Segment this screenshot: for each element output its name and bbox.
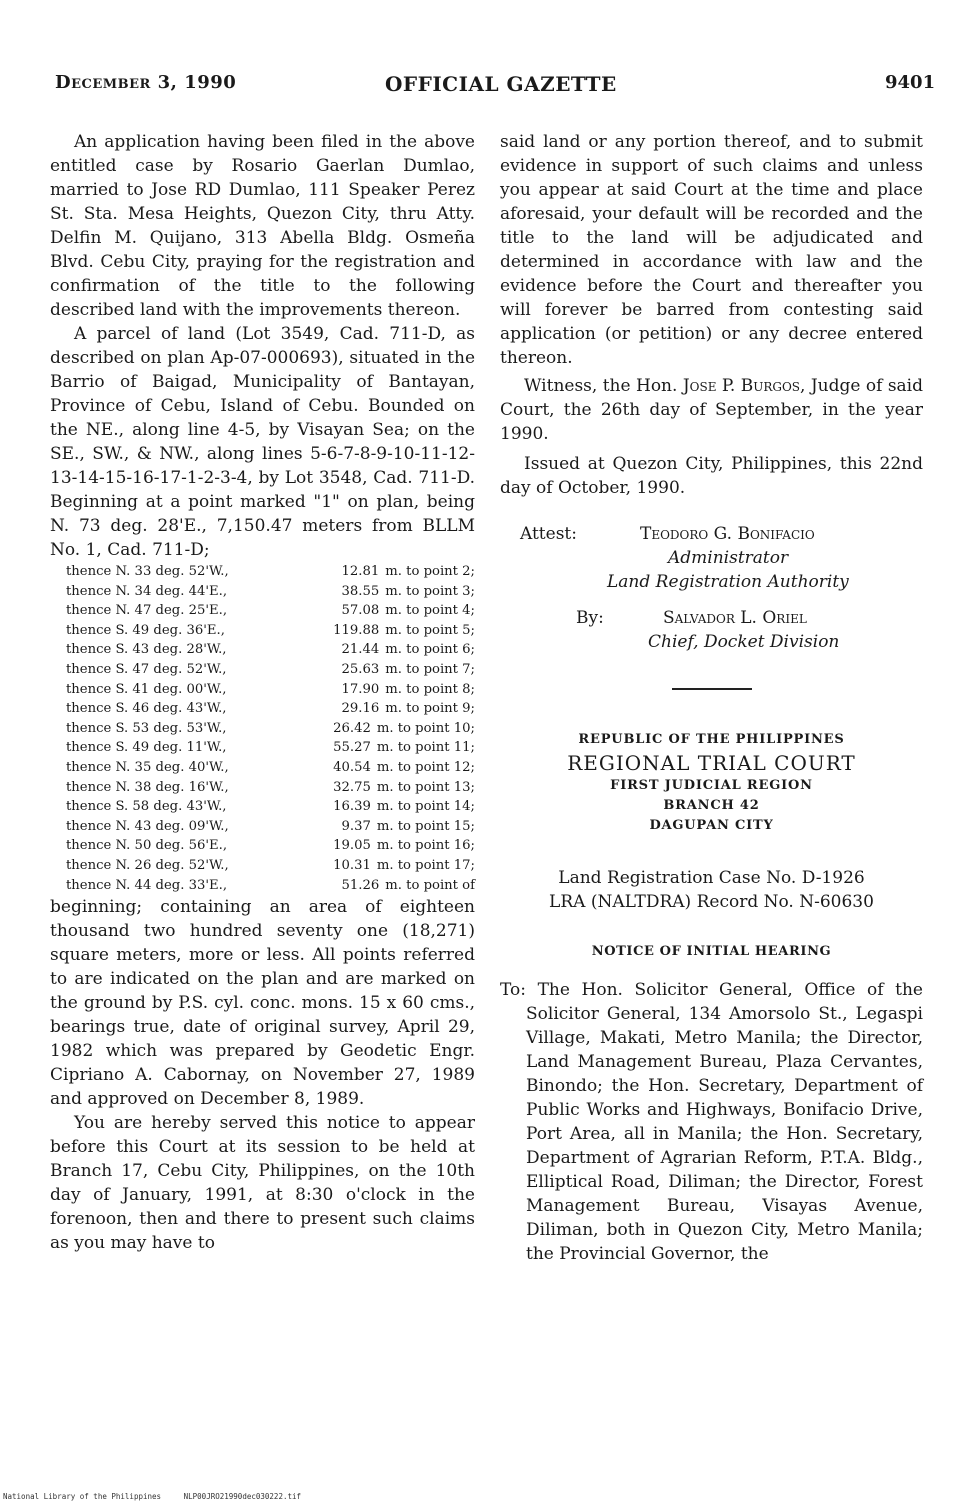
bearing-dist: 32.75	[333, 779, 371, 795]
notice-heading: NOTICE OF INITIAL HEARING	[591, 944, 832, 959]
footer-file: NLP00JRO21990dec030222.tif	[183, 1492, 302, 1501]
bearing-to: m. to point 11;	[376, 740, 475, 756]
bearing-dir: thence S. 47 deg. 52'W.,	[66, 661, 227, 677]
default-warning-paragraph: said land or any portion thereof, and to submit evidence in support of such claims and unless you appear at said Court at the time and place aforesaid, your default will be recorded and the title to the land will be adjudicated and determined in accordance with law and the evidence before the Court and thereafter you will forever be barred from contesting said application (or petition) or any decree entered thereon.	[500, 132, 923, 368]
scan-footer	[3, 1492, 301, 1501]
court-republic: REPUBLIC OF THE PHILIPPINES	[578, 732, 845, 747]
bearing-to: m. to point 3;	[385, 583, 475, 599]
bearing-row	[66, 817, 475, 837]
bearing-row	[66, 856, 475, 876]
court-name: REGIONAL TRIAL COURT	[567, 751, 856, 775]
bearing-row	[66, 836, 475, 856]
by-block	[500, 606, 923, 630]
bearing-dist: 10.31	[333, 857, 371, 873]
issued-paragraph: Issued at Quezon City, Philippines, this 22nd day of October, 1990.	[500, 454, 923, 498]
by-label: By:	[576, 608, 604, 628]
bearing-to: m. to point 14;	[376, 799, 475, 815]
issue-date: December 3, 1990	[55, 72, 237, 93]
bearing-dir: thence N. 38 deg. 16'W.,	[66, 779, 229, 795]
bearing-dist: 40.54	[333, 759, 371, 775]
bearing-dist: 29.16	[341, 701, 380, 717]
bearing-to: m. to point 15;	[376, 818, 475, 834]
bearing-to: m. to point 17;	[376, 857, 475, 873]
hearing-notice-paragraph: You are hereby served this notice to appear before this Court at its session to be held at Branch 17, Cebu City, Philippines, on the 10th day of January, 1991, at 8:30 o'clock in the forenoon, then and there to present such claims as you may have to	[50, 1113, 475, 1254]
bearing-dir: thence N. 44 deg. 33'E.,	[66, 877, 228, 893]
bearing-dir: thence S. 43 deg. 28'W.,	[66, 642, 227, 658]
application-paragraph: An application having been filed in the above entitled case by Rosario Gaerlan Dumlao, married to Jose RD Dumlao, 111 Speaker Perez St. Sta. Mesa Heights, Quezon City, thru Atty. Delfin M. Quijano, 313 Abella Bldg. Osmeña Blvd. Cebu City, praying for the registration and confirmation of the title to the following described land with the improvements thereon.	[50, 132, 475, 320]
court-heading	[500, 730, 923, 836]
bearing-dist: 51.26	[341, 877, 380, 893]
bearing-row	[66, 582, 475, 602]
bearing-dist: 57.08	[341, 603, 380, 619]
land-description-paragraph: A parcel of land (Lot 3549, Cad. 711-D, as described on plan Ap-07-000693), situated in the Barrio of Baigad, Municipality of Bantayan, Province of Cebu, Island of Cebu. Bounded on the NE., along line 4-5, by Visayan Sea; on the SE., SW., & NW., along lines 5-6-7-8-9-10-11-12-13-14-15-16-17-1-2-3-4, by Lot 3548, Cad. 711-D. Beginning at a point marked "1" on plan, being N. 73 deg. 28'E., 7,150.47 meters from BLLM No. 1, Cad. 711-D;	[50, 324, 475, 560]
bearing-dir: thence N. 34 deg. 44'E.,	[66, 583, 228, 599]
bearing-dir: thence N. 26 deg. 52'W.,	[66, 857, 229, 873]
bearing-row	[66, 680, 475, 700]
bearing-row	[66, 778, 475, 798]
bearing-dist: 119.88	[333, 622, 380, 638]
bearing-row	[66, 640, 475, 660]
court-branch: BRANCH 42	[663, 798, 760, 813]
bearing-dist: 38.55	[341, 583, 380, 599]
bearing-dir: thence S. 58 deg. 43'W.,	[66, 799, 227, 815]
bearing-row	[66, 738, 475, 758]
footer-source: National Library of the Philippines	[3, 1492, 162, 1501]
bearing-dist: 21.44	[341, 642, 380, 658]
bearing-to: m. to point 6;	[385, 642, 475, 658]
attest-block	[500, 522, 923, 546]
page-number: 9401	[885, 72, 936, 93]
bearing-row	[66, 699, 475, 719]
bearing-row	[66, 797, 475, 817]
area-paragraph: beginning; containing an area of eighteen thousand two hundred seventy one (18,271) square meters, more or less. All points referred to are indicated on the plan and are marked on the ground by P.S. cyl. conc. mons. 15 x 60 cms., bearings true, date of original survey, April 29, 1982 which was prepared by Geodetic Engr. Cipriano A. Cabornay, on November 27, 1989 and approved on December 8, 1989.	[50, 897, 475, 1110]
bearing-dist: 55.27	[333, 740, 371, 756]
bearing-dir: thence N. 50 deg. 56'E.,	[66, 838, 228, 854]
bearing-dist: 25.63	[341, 661, 380, 677]
bearing-dir: thence S. 46 deg. 43'W.,	[66, 701, 227, 717]
bearing-to: m. to point 13;	[376, 779, 475, 795]
bearing-dist: 12.81	[341, 564, 380, 579]
bearing-to: m. to point 10;	[376, 720, 475, 736]
bearing-row	[66, 876, 475, 896]
court-city: DAGUPAN CITY	[649, 818, 774, 833]
bearing-dir: thence S. 49 deg. 36'E.,	[66, 622, 225, 638]
bearing-row	[66, 758, 475, 778]
bearing-dist: 16.39	[333, 799, 371, 815]
bearing-to: m. to point 4;	[385, 603, 475, 619]
attest-label: Attest:	[520, 524, 577, 544]
bearing-to: m. to point 16;	[376, 838, 475, 854]
bearing-dir: thence S. 49 deg. 11'W.,	[66, 740, 227, 756]
bearing-dist: 9.37	[341, 818, 371, 834]
bearing-dir: thence S. 41 deg. 00'W.,	[66, 681, 227, 697]
by-title: Chief, Docket Division	[648, 632, 840, 652]
attest-signatory-name: Teodoro G. Bonifacio	[640, 524, 815, 544]
witness-post: , Judge of said Court, the 26th day of September, in the year 1990.	[500, 376, 924, 444]
bearing-dir: thence N. 47 deg. 25'E.,	[66, 603, 228, 619]
attest-title-2: Land Registration Authority	[607, 572, 849, 592]
bearings-table	[66, 562, 475, 895]
bearing-row	[66, 719, 475, 739]
attest-title-1: Administrator	[668, 548, 789, 568]
bearing-dist: 19.05	[333, 838, 371, 854]
bearing-dir: thence N. 33 deg. 52'W.,	[66, 564, 229, 579]
publication-title: OFFICIAL GAZETTE	[385, 72, 617, 96]
left-column	[50, 130, 475, 1255]
bearing-to: m. to point 9;	[385, 701, 475, 717]
bearing-row	[66, 621, 475, 641]
bearing-to: m. to point 7;	[385, 661, 475, 677]
bearing-dist: 26.42	[333, 720, 371, 736]
addressees-paragraph: To: The Hon. Solicitor General, Office of the Solicitor General, 134 Amorsolo St., Legaspi Village, Makati, Metro Manila; the Director, Land Management Bureau, Plaza Cervantes, Binondo; the Hon. Secretary, Department of Public Works and Highways, Bonifacio Drive, Port Area, all in Manila; the Hon. Secretary, Department of Agrarian Reform, P.T.A. Bldg., Elliptical Road, Diliman; the Director, Forest Management Bureau, Visayas Avenue, Diliman, both in Quezon City, Metro Manila; the Provincial Governor, the	[500, 980, 923, 1264]
bearing-dir: thence N. 35 deg. 40'W.,	[66, 759, 229, 775]
record-number: LRA (NALTDRA) Record No. N-60630	[549, 892, 874, 912]
witness-paragraph	[500, 374, 923, 446]
by-signatory-name: Salvador L. Oriel	[663, 608, 807, 628]
witness-pre: Witness, the Hon.	[524, 376, 678, 396]
bearing-row	[66, 660, 475, 680]
right-column	[500, 130, 923, 1266]
judge-name: Jose P. Burgos	[682, 376, 801, 396]
bearing-to: m. to point of	[385, 877, 475, 893]
case-number: Land Registration Case No. D-1926	[558, 868, 865, 888]
bearing-dir: thence S. 53 deg. 53'W.,	[66, 720, 227, 736]
bearing-row	[66, 562, 475, 582]
bearing-to: m. to point 5;	[385, 622, 475, 638]
court-region: FIRST JUDICIAL REGION	[610, 778, 813, 793]
bearing-to: m. to point 8;	[385, 681, 475, 697]
bearing-to: m. to point 2;	[385, 564, 475, 579]
bearing-to: m. to point 12;	[376, 759, 475, 775]
bearing-row	[66, 601, 475, 621]
bearing-dir: thence N. 43 deg. 09'W.,	[66, 818, 229, 834]
bearing-dist: 17.90	[341, 681, 380, 697]
